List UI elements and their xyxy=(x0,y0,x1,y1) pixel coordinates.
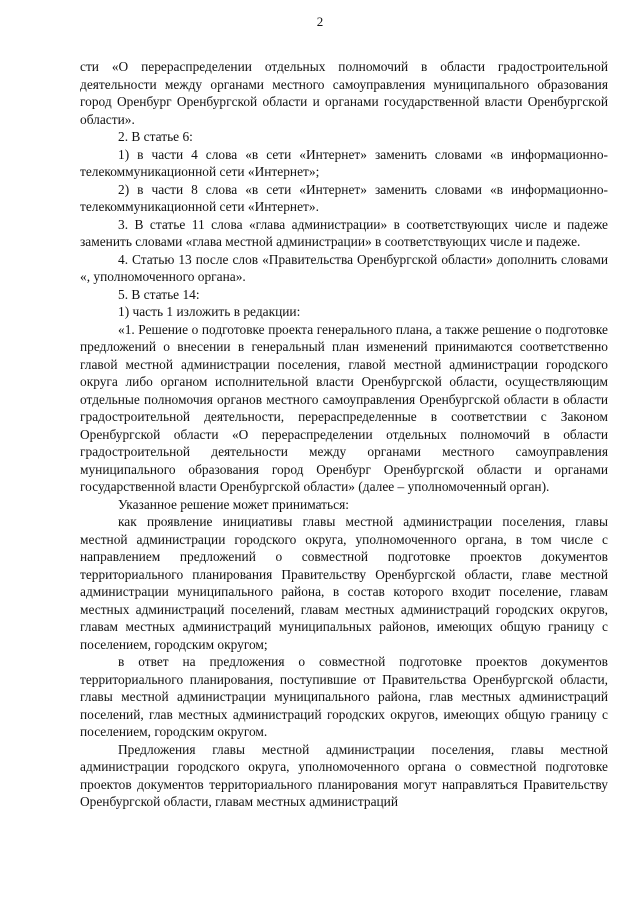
paragraph-in-response: в ответ на предложения о совместной подготовке проектов документов территориального планирования, поступившие от Правительства Оренбургской области, главы местной администрации муниципального района, глав местных администраций поселений, глав местных администраций городских округов, имеющих общую границу с поселением, городским округом. xyxy=(80,654,608,739)
paragraph-article-14-part-1: 1) часть 1 изложить в редакции: xyxy=(118,304,301,319)
paragraph-article-6: 2. В статье 6: xyxy=(118,129,193,144)
paragraph-article-13: 4. Статью 13 после слов «Правительства Оренбургской области» дополнить словами «, уполномоченного органа». xyxy=(80,251,608,284)
paragraph-article-6-part-4: 1) в части 4 слова «в сети «Интернет» заменить словами «в информационно-телекоммуникационной сети «Интернет»; xyxy=(80,146,608,179)
paragraph-article-14: 5. В статье 14: xyxy=(118,286,200,302)
paragraph-initiative: как проявление инициативы главы местной администрации поселения, главы местной администрации городского округа, уполномоченного органа, в том числе с направлением предложений о совместной подготовке проектов документов территориального планирования Правительству Оренбургской области, главе местной администрации муниципального района, в состав которого входит поселение, главам местных администраций поселений, главам местных администраций городских округов, главам местных администраций муниципальных районов, имеющих общую границу с поселением, городским округом; xyxy=(80,514,608,652)
paragraph-article-11: 3. В статье 11 слова «глава администрации» в соответствующих числе и падеже заменить словами «глава местной администрации» в соответствующих числе и падеже. xyxy=(80,216,608,249)
paragraph-decision-may-be-taken: Указанное решение может приниматься: xyxy=(118,496,349,512)
document-body xyxy=(80,58,608,811)
paragraph-new-wording: «1. Решение о подготовке проекта генерального плана, а также решение о подготовке предложений о внесении в генеральный план изменений принимаются соответственно главой местной администрации поселения, главой местной администрации городского округа либо органом исполнительной власти Оренбургской области, осуществляющим отдельные полномочия органов местного самоуправления Оренбургской области в области градостроительной деятельности, перераспределенные в соответствии с Законом Оренбургской области «О перераспределении отдельных полномочий в области градостроительной деятельности между органами местного самоуправления муниципального образования город Оренбург Оренбургской области и органами государственной власти Оренбургской области» (далее – уполномоченный орган). xyxy=(80,321,608,494)
paragraph-proposals: Предложения главы местной администрации поселения, главы местной администрации городского округа, уполномоченного органа о совместной подготовке проектов документов территориального планирования могут направляться Правительству Оренбургской области, главам местных администраций xyxy=(80,741,608,809)
paragraph-continuation: сти «О перераспределении отдельных полномочий в области градостроительной деятельности между органами местного самоуправления муниципального образования город Оренбург Оренбургской области и органами государственной власти Оренбургской области». xyxy=(80,59,608,127)
page-number: 2 xyxy=(316,14,324,29)
paragraph-article-6-part-8: 2) в части 8 слова «в сети «Интернет» заменить словами «в информационно-телекоммуникационной сети «Интернет». xyxy=(80,181,608,214)
